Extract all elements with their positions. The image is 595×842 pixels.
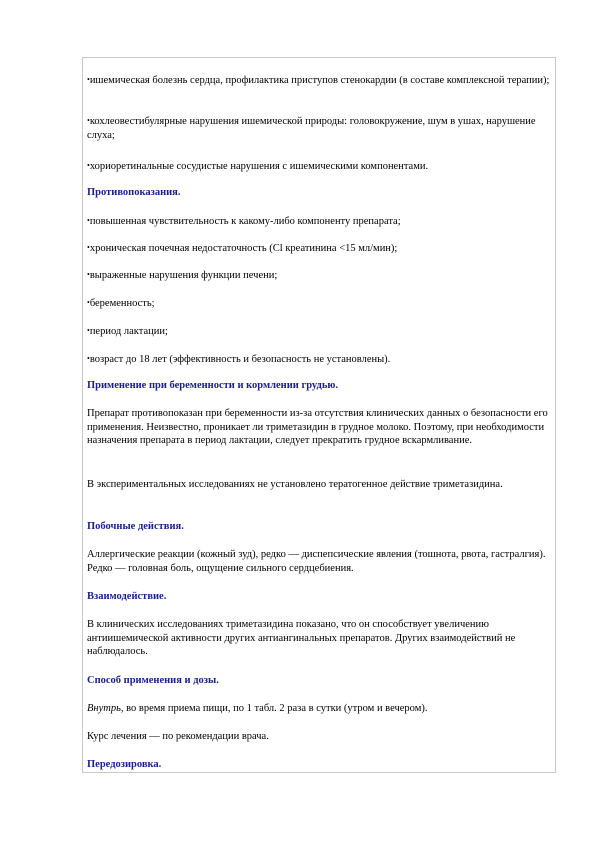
bullet-item: •возраст до 18 лет (эффективность и безопасность не установлены). xyxy=(87,354,391,365)
bullet-icon: • xyxy=(87,270,90,279)
bullet-icon: • xyxy=(87,354,90,363)
paragraph-interaction: В клинических исследованиях триметазидина показано, что он способствует увеличению антиишемической активности других антиангинальных препаратов. Других взаимодействий не наблюдалось. xyxy=(87,619,516,657)
heading-dosage: Способ применения и дозы. xyxy=(87,675,219,686)
paragraph-course: Курс лечения — по рекомендации врача. xyxy=(87,731,269,742)
dosage-text: во время приема пищи, по 1 табл. 2 раза в сутки (утром и вечером). xyxy=(123,703,428,714)
heading-overdose: Передозировка. xyxy=(87,759,162,770)
bullet-item: •хориоретинальные сосудистые нарушения с ишемическими компонентами. xyxy=(87,161,429,172)
heading-interaction: Взаимодействие. xyxy=(87,591,167,602)
heading-pregnancy: Применение при беременности и кормлении грудью. xyxy=(87,380,339,391)
heading-contraindications: Противопоказания. xyxy=(87,187,181,198)
bullet-item: •хроническая почечная недостаточность (Cl креатинина <15 мл/мин); xyxy=(87,243,398,254)
bullet-item: •повышенная чувствительность к какому-либо компоненту препарата; xyxy=(87,216,401,227)
bullet-icon: • xyxy=(87,75,90,84)
paragraph-dosage xyxy=(87,702,551,716)
paragraph-side-effects: Аллергические реакции (кожный зуд), редко — диспепсические явления (тошнота, рвота, гастралгия). Редко — головная боль, ощущение сильного сердцебиения. xyxy=(87,549,546,574)
document-frame xyxy=(82,57,556,773)
bullet-item: •беременность; xyxy=(87,298,155,309)
bullet-item: •кохлеовестибулярные нарушения ишемической природы: головокружение, шум в ушах, нарушение слуха; xyxy=(87,116,536,141)
paragraph-pregnancy: Препарат противопоказан при беременности из-за отсутствия клинических данных о безопасности его применения. Неизвестно, проникает ли триметазидин в грудное молоко. Поэтому, при необходимости назначения препарата в период лактации, следует прекратить грудное вскармливание. xyxy=(87,408,548,446)
bullet-icon: • xyxy=(87,243,90,252)
bullet-icon: • xyxy=(87,116,90,125)
bullet-icon: • xyxy=(87,326,90,335)
heading-side-effects: Побочные действия. xyxy=(87,521,184,532)
bullet-item: •выраженные нарушения функции печени; xyxy=(87,270,278,281)
bullet-icon: • xyxy=(87,216,90,225)
bullet-item: •период лактации; xyxy=(87,326,168,337)
bullet-icon: • xyxy=(87,298,90,307)
bullet-item: •ишемическая болезнь сердца, профилактика приступов стенокардии (в составе комплексной терапии); xyxy=(87,75,550,86)
dosage-lead: Внутрь, xyxy=(87,703,124,714)
bullet-icon: • xyxy=(87,161,90,170)
paragraph-teratogenic: В экспериментальных исследованиях не установлено тератогенное действие триметазидина. xyxy=(87,479,503,490)
